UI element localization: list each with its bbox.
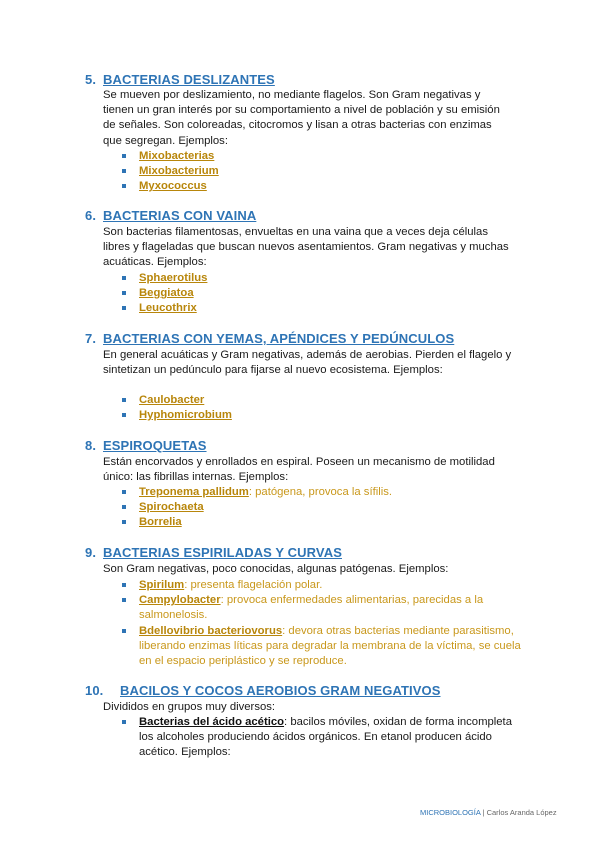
section-description: Son bacterias filamentosas, envueltas en una vaina que a veces deja células libres y flageladas que buscan nuevos asentamientos. Gram negativas y muchas acuáticas. Ejemplos: [103,226,509,269]
example-name: Spirilum [139,579,185,591]
example-name: Beggiatoa [139,287,194,300]
example-list [122,271,522,317]
section-heading [85,208,256,223]
bullet-icon [122,520,126,524]
example-text: : patógena, provoca la sífilis. [248,486,393,498]
example-name: Borrelia [139,516,182,529]
example-name: Hyphomicrobium [139,409,232,422]
bullet-icon [122,490,126,494]
list-item [122,715,522,761]
example-name: Myxococcus [139,180,207,193]
section-title: BACTERIAS DESLIZANTES [103,72,275,87]
example-list [122,578,522,669]
section-description: En general acuáticas y Gram negativas, además de aerobias. Pierden el flagelo y sintetizan un pedúnculo para fijarse al nuevo ecosistema. Ejemplos: [103,349,512,377]
example-name: Mixobacterium [139,165,219,178]
section-number: 6. [85,208,97,223]
list-item [122,515,522,530]
section-heading [85,683,441,698]
list-item [122,485,522,500]
list-item [122,164,522,179]
bullet-icon [122,306,126,310]
list-item [122,301,522,316]
section-description: Son Gram negativas, poco conocidas, algunas patógenas. Ejemplos: [103,563,449,575]
section-description: Están encorvados y enrollados en espiral. Poseen un mecanismo de motilidad único: las fibrillas internas. Ejemplos: [103,456,495,484]
section-number: 7. [85,331,97,346]
bullet-icon [122,583,126,587]
example-name: Caulobacter [139,394,205,406]
section-title: BACTERIAS ESPIRILADAS Y CURVAS [103,545,342,560]
section-description: Se mueven por deslizamiento, no mediante flagelos. Son Gram negativas y tienen un gran interés por su comportamiento a nivel de población y su emisión de señales. Son coloreadas, citocromos y lisan a otras bacterias con enzimas que segregan. Ejemplos: [103,89,500,147]
section-number: 9. [85,545,97,560]
footer-author: Carlos Aranda López [486,808,557,817]
section-description: Divididos en grupos muy diversos: [103,701,276,713]
example-list [122,393,522,423]
example-list [122,149,522,195]
example-name: Bacterias del ácido acético [139,716,285,728]
bullet-icon [122,184,126,188]
footer-course: MICROBIOLOGÍA [420,808,481,817]
example-name: Treponema pallidum [139,486,249,498]
example-text: : devora otras bacterias mediante parasitismo, liberando enzimas líticas para degradar la membrana de la víctima, se cuela en el espacio periplástico y se reproduce. [139,624,521,668]
list-item [122,593,522,623]
section-title: BACILOS Y COCOS AEROBIOS GRAM NEGATIVOS [120,683,441,698]
bullet-icon [122,276,126,280]
section-heading [85,545,342,560]
section-heading [85,72,275,87]
page-footer [420,808,557,817]
example-name: Sphaerotilus [139,272,208,284]
section-number: 10. [85,683,104,698]
list-item [122,500,522,515]
bullet-icon [122,720,126,724]
bullet-icon [122,629,126,633]
example-list [122,485,522,531]
list-item [122,286,522,301]
example-name: Leucothrix [139,302,197,315]
section-title: BACTERIAS CON VAINA [103,208,257,223]
section-heading [85,438,207,453]
example-name: Spirochaeta [139,501,204,514]
section-heading [85,331,454,346]
list-item [122,624,522,670]
bullet-icon [122,154,126,158]
list-item [122,393,522,408]
footer-separator: | [480,808,487,817]
example-list [122,715,522,761]
example-name: Campylobacter [139,594,221,607]
section-number: 8. [85,438,97,453]
example-text: : provoca enfermedades alimentarias, parecidas a la salmonelosis. [139,594,484,622]
bullet-icon [122,598,126,602]
bullet-icon [122,291,126,295]
example-name: Bdellovibrio bacteriovorus [139,624,283,637]
bullet-icon [122,505,126,509]
list-item [122,408,522,423]
section-number: 5. [85,72,97,87]
bullet-icon [122,398,126,402]
list-item [122,149,522,164]
list-item [122,179,522,194]
list-item [122,271,522,286]
section-title: ESPIROQUETAS [103,438,207,453]
bullet-icon [122,413,126,417]
example-name: Mixobacterias [139,150,215,162]
list-item [122,578,522,593]
example-text: : bacilos móviles, oxidan de forma incompleta los alcoholes produciendo ácidos orgánicos. En etanol producen ácido acético. Ejemplos: [139,716,512,759]
section-title: BACTERIAS CON YEMAS, APÉNDICES Y PEDÚNCULOS [103,331,455,346]
bullet-icon [122,169,126,173]
example-text: : presenta flagelación polar. [184,579,323,591]
